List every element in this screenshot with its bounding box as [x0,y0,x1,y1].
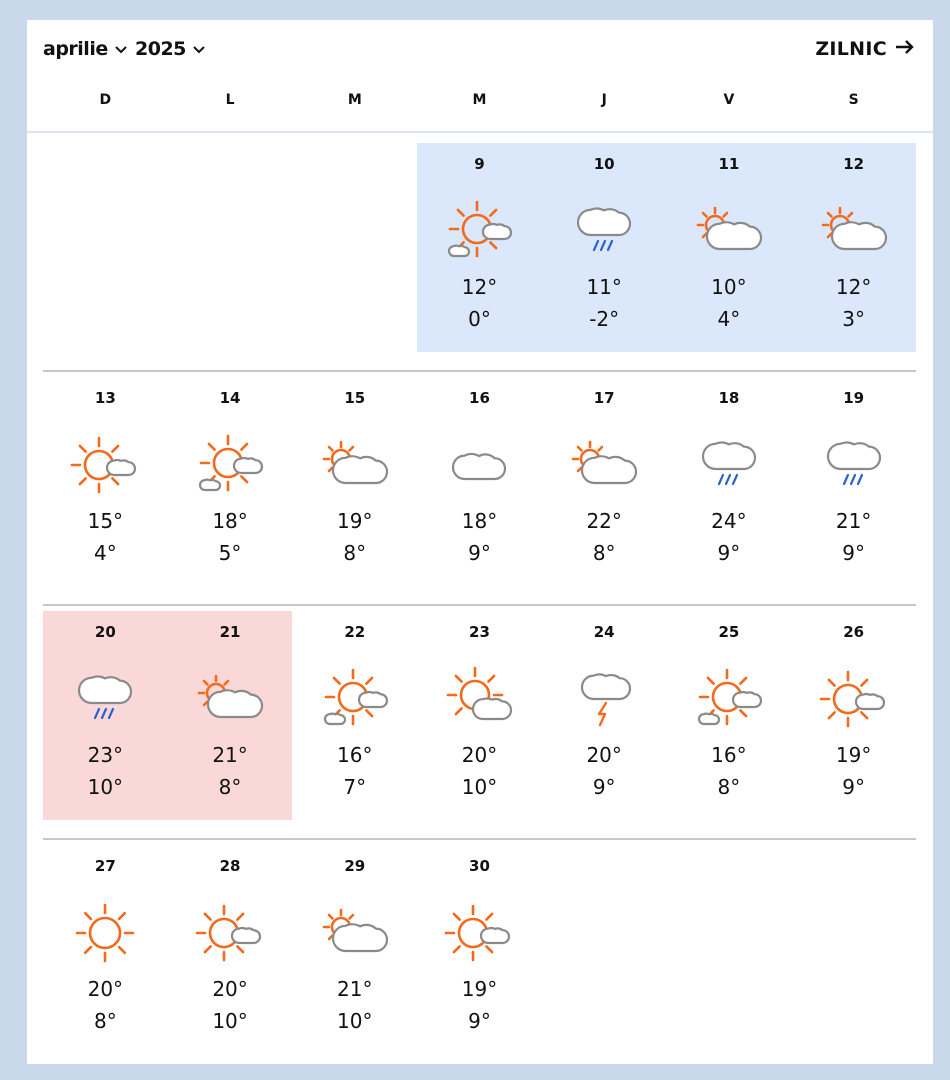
sun-light-cloud-icon [443,897,515,969]
weekday-header [43,92,916,122]
weekday-label: L [225,92,235,108]
day-cell[interactable] [791,377,916,586]
calendar-week-row [43,138,916,372]
day-number: 11 [718,155,740,173]
min-temperature: 9° [842,775,865,799]
chevron-down-icon [192,38,206,60]
calendar-grid [43,138,916,1074]
weekday-label: M [347,92,362,108]
header-divider [27,131,933,133]
min-temperature: 8° [717,775,741,799]
min-temperature: 9° [468,541,491,565]
rain-icon [69,663,141,735]
month-label: aprilie [43,38,108,60]
min-temperature: 10° [87,775,124,799]
month-dropdown[interactable] [43,38,128,60]
max-temperature: 20° [212,977,248,1001]
day-number: 10 [593,155,615,173]
min-temperature: 10° [461,775,498,799]
min-temperature: 9° [592,775,616,799]
day-cell[interactable] [417,611,542,820]
day-number: 24 [593,623,615,641]
max-temperature: 21° [835,509,872,533]
sun-partly-cloudy-small-icon [443,195,515,267]
day-number: 25 [718,623,740,641]
sun-partly-cloudy-small-icon [194,429,266,501]
sun-partly-cloudy-small-icon [693,663,765,735]
min-temperature: -2° [589,307,620,331]
day-number: 9 [474,155,485,173]
day-cell[interactable] [292,611,417,820]
max-temperature: 18° [212,509,248,533]
day-cell[interactable] [43,611,168,820]
rain-icon [568,195,640,267]
max-temperature: 16° [711,743,747,767]
calendar-header [27,20,933,84]
calendar-week-row [43,372,916,606]
day-number: 19 [843,389,865,407]
max-temperature: 23° [87,743,124,767]
mostly-cloudy-icon [194,663,266,735]
day-number: 30 [469,857,490,875]
max-temperature: 12° [461,275,498,299]
day-number: 13 [94,389,116,407]
day-number: 26 [843,623,865,641]
max-temperature: 20° [461,743,498,767]
day-number: 27 [94,857,116,875]
day-cell[interactable] [542,611,667,820]
arrow-right-icon [895,38,915,60]
min-temperature: 8° [343,541,367,565]
max-temperature: 22° [586,509,622,533]
day-cell[interactable] [542,143,667,352]
rain-icon [818,429,890,501]
day-number: 21 [219,623,241,641]
day-cell[interactable] [43,845,168,1054]
calendar-panel [27,20,933,1064]
min-temperature: 7° [343,775,367,799]
min-temperature: 4° [93,541,117,565]
day-cell[interactable] [542,377,667,586]
min-temperature: 9° [842,541,865,565]
min-temperature: 0° [468,307,491,331]
day-number: 23 [469,623,490,641]
mostly-cloudy-icon [319,429,391,501]
daily-view-link[interactable] [815,38,915,60]
max-temperature: 19° [337,509,373,533]
day-number: 17 [593,389,615,407]
day-cell[interactable] [417,143,542,352]
day-cell[interactable] [168,377,293,586]
day-cell[interactable] [168,845,293,1054]
min-temperature: 5° [218,541,242,565]
weekday-label: D [99,92,112,108]
chevron-down-icon [114,38,128,60]
max-temperature: 15° [87,509,124,533]
year-label: 2025 [135,38,186,60]
sun-light-cloud-icon [818,663,890,735]
min-temperature: 9° [717,541,741,565]
day-cell[interactable] [667,143,792,352]
year-dropdown[interactable] [135,38,206,60]
day-number: 15 [344,389,366,407]
weekday-label: M [472,92,487,108]
max-temperature: 19° [835,743,872,767]
day-number: 18 [718,389,740,407]
daily-view-label: ZILNIC [815,38,887,60]
day-number: 29 [344,857,366,875]
calendar-week-row [43,606,916,840]
day-cell[interactable] [791,611,916,820]
max-temperature: 20° [87,977,124,1001]
day-cell[interactable] [791,143,916,352]
max-temperature: 21° [337,977,373,1001]
day-number: 12 [843,155,865,173]
min-temperature: 3° [842,307,865,331]
rain-icon [693,429,765,501]
day-cell[interactable] [667,377,792,586]
min-temperature: 8° [218,775,242,799]
mostly-cloudy-icon [568,429,640,501]
min-temperature: 9° [468,1009,491,1033]
max-temperature: 10° [711,275,747,299]
max-temperature: 16° [337,743,373,767]
day-cell[interactable] [43,377,168,586]
max-temperature: 24° [711,509,747,533]
weekday-label: V [723,92,735,108]
sun-partly-cloudy-small-icon [319,663,391,735]
max-temperature: 19° [461,977,498,1001]
calendar-week-row [43,840,916,1074]
day-number: 14 [219,389,241,407]
mostly-cloudy-icon [319,897,391,969]
day-cell[interactable] [417,377,542,586]
min-temperature: 8° [93,1009,117,1033]
cloud-icon [443,429,515,501]
max-temperature: 11° [586,275,622,299]
sun-light-cloud-icon [194,897,266,969]
min-temperature: 8° [592,541,616,565]
max-temperature: 12° [835,275,872,299]
thunderstorm-icon [568,663,640,735]
mostly-cloudy-icon [693,195,765,267]
day-number: 22 [344,623,366,641]
partly-cloudy-icon [443,663,515,735]
weekday-label: S [848,92,859,108]
max-temperature: 20° [586,743,622,767]
sun-light-cloud-icon [69,429,141,501]
max-temperature: 18° [461,509,498,533]
day-cell[interactable] [168,611,293,820]
day-cell[interactable] [292,845,417,1054]
day-cell[interactable] [417,845,542,1054]
day-number: 20 [94,623,116,641]
sun-icon [69,897,141,969]
min-temperature: 4° [717,307,741,331]
min-temperature: 10° [212,1009,248,1033]
day-number: 16 [469,389,490,407]
min-temperature: 10° [337,1009,373,1033]
day-cell[interactable] [292,377,417,586]
day-cell[interactable] [667,611,792,820]
day-number: 28 [219,857,241,875]
mostly-cloudy-icon [818,195,890,267]
weekday-label: J [601,92,607,108]
max-temperature: 21° [212,743,248,767]
